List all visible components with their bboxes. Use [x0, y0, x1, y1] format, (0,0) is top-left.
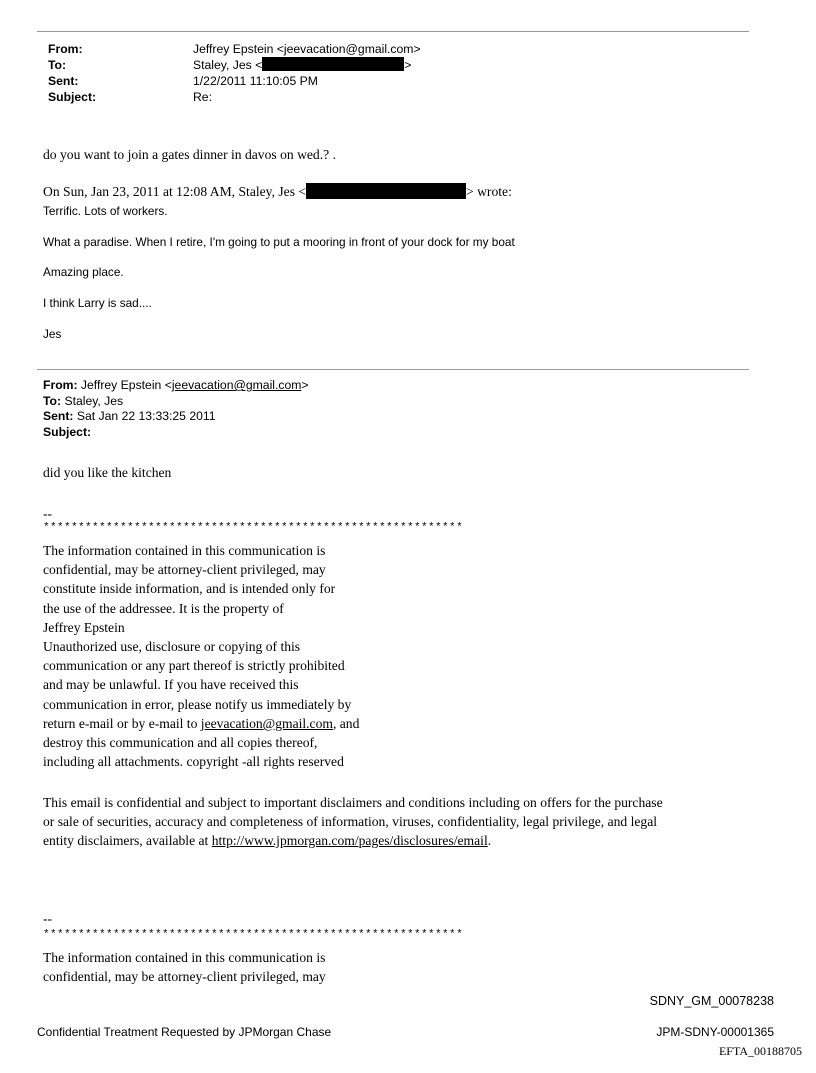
from-end: > [301, 378, 309, 392]
notice-line [43, 714, 359, 733]
reply-signature: Jes [43, 327, 62, 341]
to-value [193, 57, 411, 73]
message-body: do you want to join a gates dinner in davos on wed.? . [43, 147, 336, 162]
bates-number: JPM-SDNY-00001365 [656, 1025, 774, 1039]
stars-separator: ************************************************************ [43, 522, 464, 534]
confidentiality-notice-repeat [43, 948, 326, 986]
quoted-email-header [43, 378, 309, 440]
disclaimer-line: or sale of securities, accuracy and completeness of information, viruses, confidentiality, legal privilege, and legal [43, 814, 658, 830]
reply-line: Amazing place. [43, 265, 124, 279]
disclaimer-text: entity disclaimers, available at [43, 833, 212, 849]
quote-prefix: On Sun, Jan 23, 2011 at 12:08 AM, Staley, Jes < [43, 184, 307, 199]
notice-text: , and [332, 715, 360, 731]
to-label: To: [43, 393, 62, 408]
confidential-footer: Confidential Treatment Requested by JPMorgan Chase [37, 1025, 332, 1039]
notice-line: Unauthorized use, disclosure or copying of this [43, 639, 301, 655]
notice-line: and may be unlawful. If you have received this [43, 677, 299, 693]
to-prefix: Staley, Jes < [193, 58, 263, 72]
to-label: To: [48, 58, 67, 72]
sent-value: Sat Jan 22 13:33:25 2011 [76, 409, 216, 423]
subject-value: Re: [193, 90, 212, 104]
notice-line: including all attachments. copyright -all rights reserved [43, 754, 344, 770]
subject-label: Subject: [43, 424, 92, 439]
notice-line: constitute inside information, and is intended only for [43, 581, 336, 597]
subject-label: Subject: [48, 90, 97, 104]
sent-label: Sent: [43, 409, 74, 423]
disclaimer-line: This email is confidential and subject to important disclaimers and conditions including on offers for the purchase [43, 795, 663, 810]
quote-suffix: > wrote: [466, 184, 512, 199]
quote-divider [37, 369, 749, 370]
redaction-box [306, 183, 466, 199]
notice-line: confidential, may be attorney-client privileged, may [43, 562, 326, 578]
sent-value: 1/22/2011 11:10:05 PM [193, 74, 318, 88]
notice-text: return e-mail or by e-mail to [43, 715, 201, 731]
notice-line: confidential, may be attorney-client privileged, may [43, 969, 326, 985]
disclosures-link[interactable]: http://www.jpmorgan.com/pages/disclosures/email [211, 833, 488, 849]
bates-number: EFTA_00188705 [718, 1044, 802, 1058]
disclaimer-line [43, 831, 663, 850]
redaction-box [262, 57, 404, 71]
to-suffix: > [404, 58, 412, 72]
from-email-link[interactable]: jeevacation@gmail.com [171, 378, 302, 392]
email-link[interactable]: jeevacation@gmail.com [200, 715, 333, 731]
signature-dashes: -- [43, 506, 53, 521]
reply-line: What a paradise. When I retire, I'm going to put a mooring in front of your dock for my boat [43, 235, 515, 249]
reply-line: I think Larry is sad.... [43, 296, 152, 310]
disclaimer-text: . [487, 833, 492, 849]
from-label: From: [43, 378, 78, 392]
from-label: From: [48, 42, 83, 56]
reply-line: Terrific. Lots of workers. [43, 204, 168, 218]
notice-line: communication or any part thereof is strictly prohibited [43, 658, 345, 674]
top-divider [37, 31, 749, 32]
signature-dashes: -- [43, 911, 53, 926]
notice-line: the use of the addressee. It is the property of [43, 600, 284, 616]
quoted-message-body: did you like the kitchen [43, 465, 172, 480]
notice-line: Jeffrey Epstein [43, 619, 125, 635]
jpmorgan-disclaimer [43, 793, 663, 851]
stars-separator: ************************************************************ [43, 929, 464, 941]
to-value: Staley, Jes [64, 393, 124, 408]
from-value: Jeffrey Epstein <jeevacation@gmail.com> [193, 42, 421, 56]
bates-number: SDNY_GM_00078238 [649, 994, 774, 1008]
sent-label: Sent: [48, 74, 79, 88]
notice-line: communication in error, please notify us immediately by [43, 696, 352, 712]
confidentiality-notice [43, 541, 359, 771]
notice-line: The information contained in this communication is [43, 950, 326, 965]
quote-attribution [43, 182, 512, 201]
email-header [48, 41, 548, 107]
notice-line: The information contained in this communication is [43, 543, 326, 558]
notice-line: destroy this communication and all copies thereof, [43, 735, 318, 751]
from-name: Jeffrey Epstein < [80, 378, 172, 392]
